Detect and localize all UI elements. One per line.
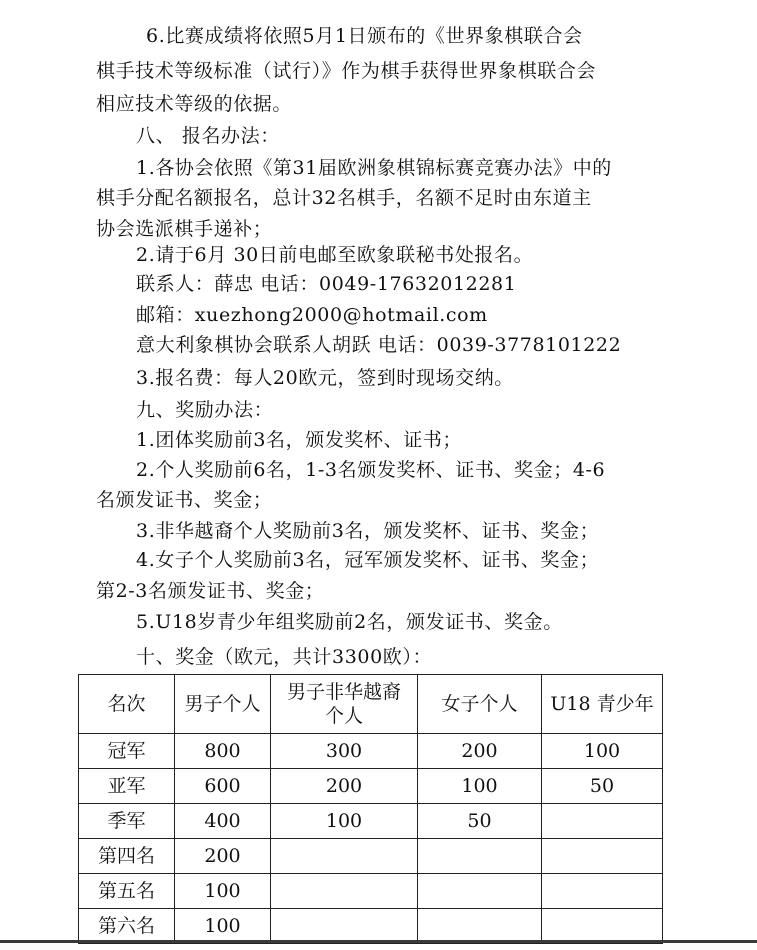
table-cell: 100 (542, 734, 663, 769)
section-heading-prize-money: 十、奖金（欧元，共计3300欧）： (136, 646, 433, 668)
table-cell (418, 839, 542, 874)
table-cell: 600 (175, 769, 271, 804)
award-individual-2: 名颁发证书、奖金； (96, 489, 273, 511)
table-cell (542, 874, 663, 909)
table-cell: 100 (175, 909, 271, 944)
table-cell (542, 839, 663, 874)
paragraph-registration-3: 协会选派棋手递补； (96, 218, 273, 240)
table-cell: 400 (175, 804, 271, 839)
award-women-2: 第2-3名颁发证书、奖金； (96, 580, 325, 602)
table-cell: 200 (271, 769, 418, 804)
registration-fee-line: 3.报名费：每人20欧元，签到时现场交纳。 (136, 367, 514, 389)
email-line: 邮箱：xuezhong2000@hotmail.com (136, 304, 488, 326)
table-cell (418, 909, 542, 944)
table-cell: 100 (175, 874, 271, 909)
award-women-1: 4.女子个人奖励前3名，冠军颁发奖杯、证书、奖金； (136, 549, 600, 571)
prize-table (78, 674, 663, 944)
header-u18: U18 青少年 (542, 675, 663, 734)
section-heading-awards: 九、奖励办法： (136, 399, 274, 421)
table-cell (542, 804, 663, 839)
section-heading-registration: 八、 报名办法： (136, 125, 280, 147)
contact-line: 联系人：薛忠 电话：0049-17632012281 (136, 273, 517, 295)
table-cell: 100 (418, 769, 542, 804)
page-bottom-divider (0, 940, 757, 943)
table-cell: 100 (271, 804, 418, 839)
award-u18: 5.U18岁青少年组奖励前2名，颁发证书、奖金。 (136, 611, 563, 633)
table-row (79, 769, 663, 804)
paragraph-registration-1: 1.各协会依照《第31届欧洲象棋锦标赛竞赛办法》中的 (136, 157, 612, 179)
table-cell (542, 909, 663, 944)
header-women: 女子个人 (418, 675, 542, 734)
table-cell: 第四名 (79, 839, 175, 874)
paragraph-rank-rules-1: 6.比赛成绩将依照5月1日颁布的《世界象棋联合会 (146, 25, 583, 47)
table-row (79, 909, 663, 944)
table-cell: 50 (542, 769, 663, 804)
header-men: 男子个人 (175, 675, 271, 734)
paragraph-rank-rules-3: 相应技术等级的依据。 (96, 93, 293, 115)
table-cell: 200 (175, 839, 271, 874)
table-cell: 亚军 (79, 769, 175, 804)
table-row (79, 839, 663, 874)
table-cell: 第六名 (79, 909, 175, 944)
table-row (79, 804, 663, 839)
award-team: 1.团体奖励前3名，颁发奖杯、证书； (136, 429, 463, 451)
table-row (79, 734, 663, 769)
paragraph-registration-2: 棋手分配名额报名，总计32名棋手，名额不足时由东道主 (96, 187, 592, 209)
header-men-non-chinese: 男子非华越裔 个人 (271, 675, 418, 734)
award-individual-1: 2.个人奖励前6名，1-3名颁发奖杯、证书、奖金；4-6 (136, 459, 606, 481)
table-cell: 第五名 (79, 874, 175, 909)
paragraph-rank-rules-2: 棋手技术等级标准（试行）》作为棋手获得世界象棋联合会 (96, 60, 597, 82)
award-non-chinese: 3.非华越裔个人奖励前3名，颁发奖杯、证书、奖金； (136, 520, 600, 542)
table-cell: 300 (271, 734, 418, 769)
table-cell: 季军 (79, 804, 175, 839)
table-cell (418, 874, 542, 909)
table-cell: 800 (175, 734, 271, 769)
table-cell: 冠军 (79, 734, 175, 769)
table-row (79, 874, 663, 909)
italy-contact-line: 意大利象棋协会联系人胡跃 电话：0039-3778101222 (136, 334, 622, 356)
paragraph-registration-deadline: 2.请于6月 30日前电邮至欧象联秘书处报名。 (136, 244, 534, 266)
table-cell (271, 874, 418, 909)
table-cell: 200 (418, 734, 542, 769)
table-header-row (79, 675, 663, 734)
table-cell (271, 909, 418, 944)
table-cell (271, 839, 418, 874)
header-rank: 名次 (79, 675, 175, 734)
table-cell: 50 (418, 804, 542, 839)
